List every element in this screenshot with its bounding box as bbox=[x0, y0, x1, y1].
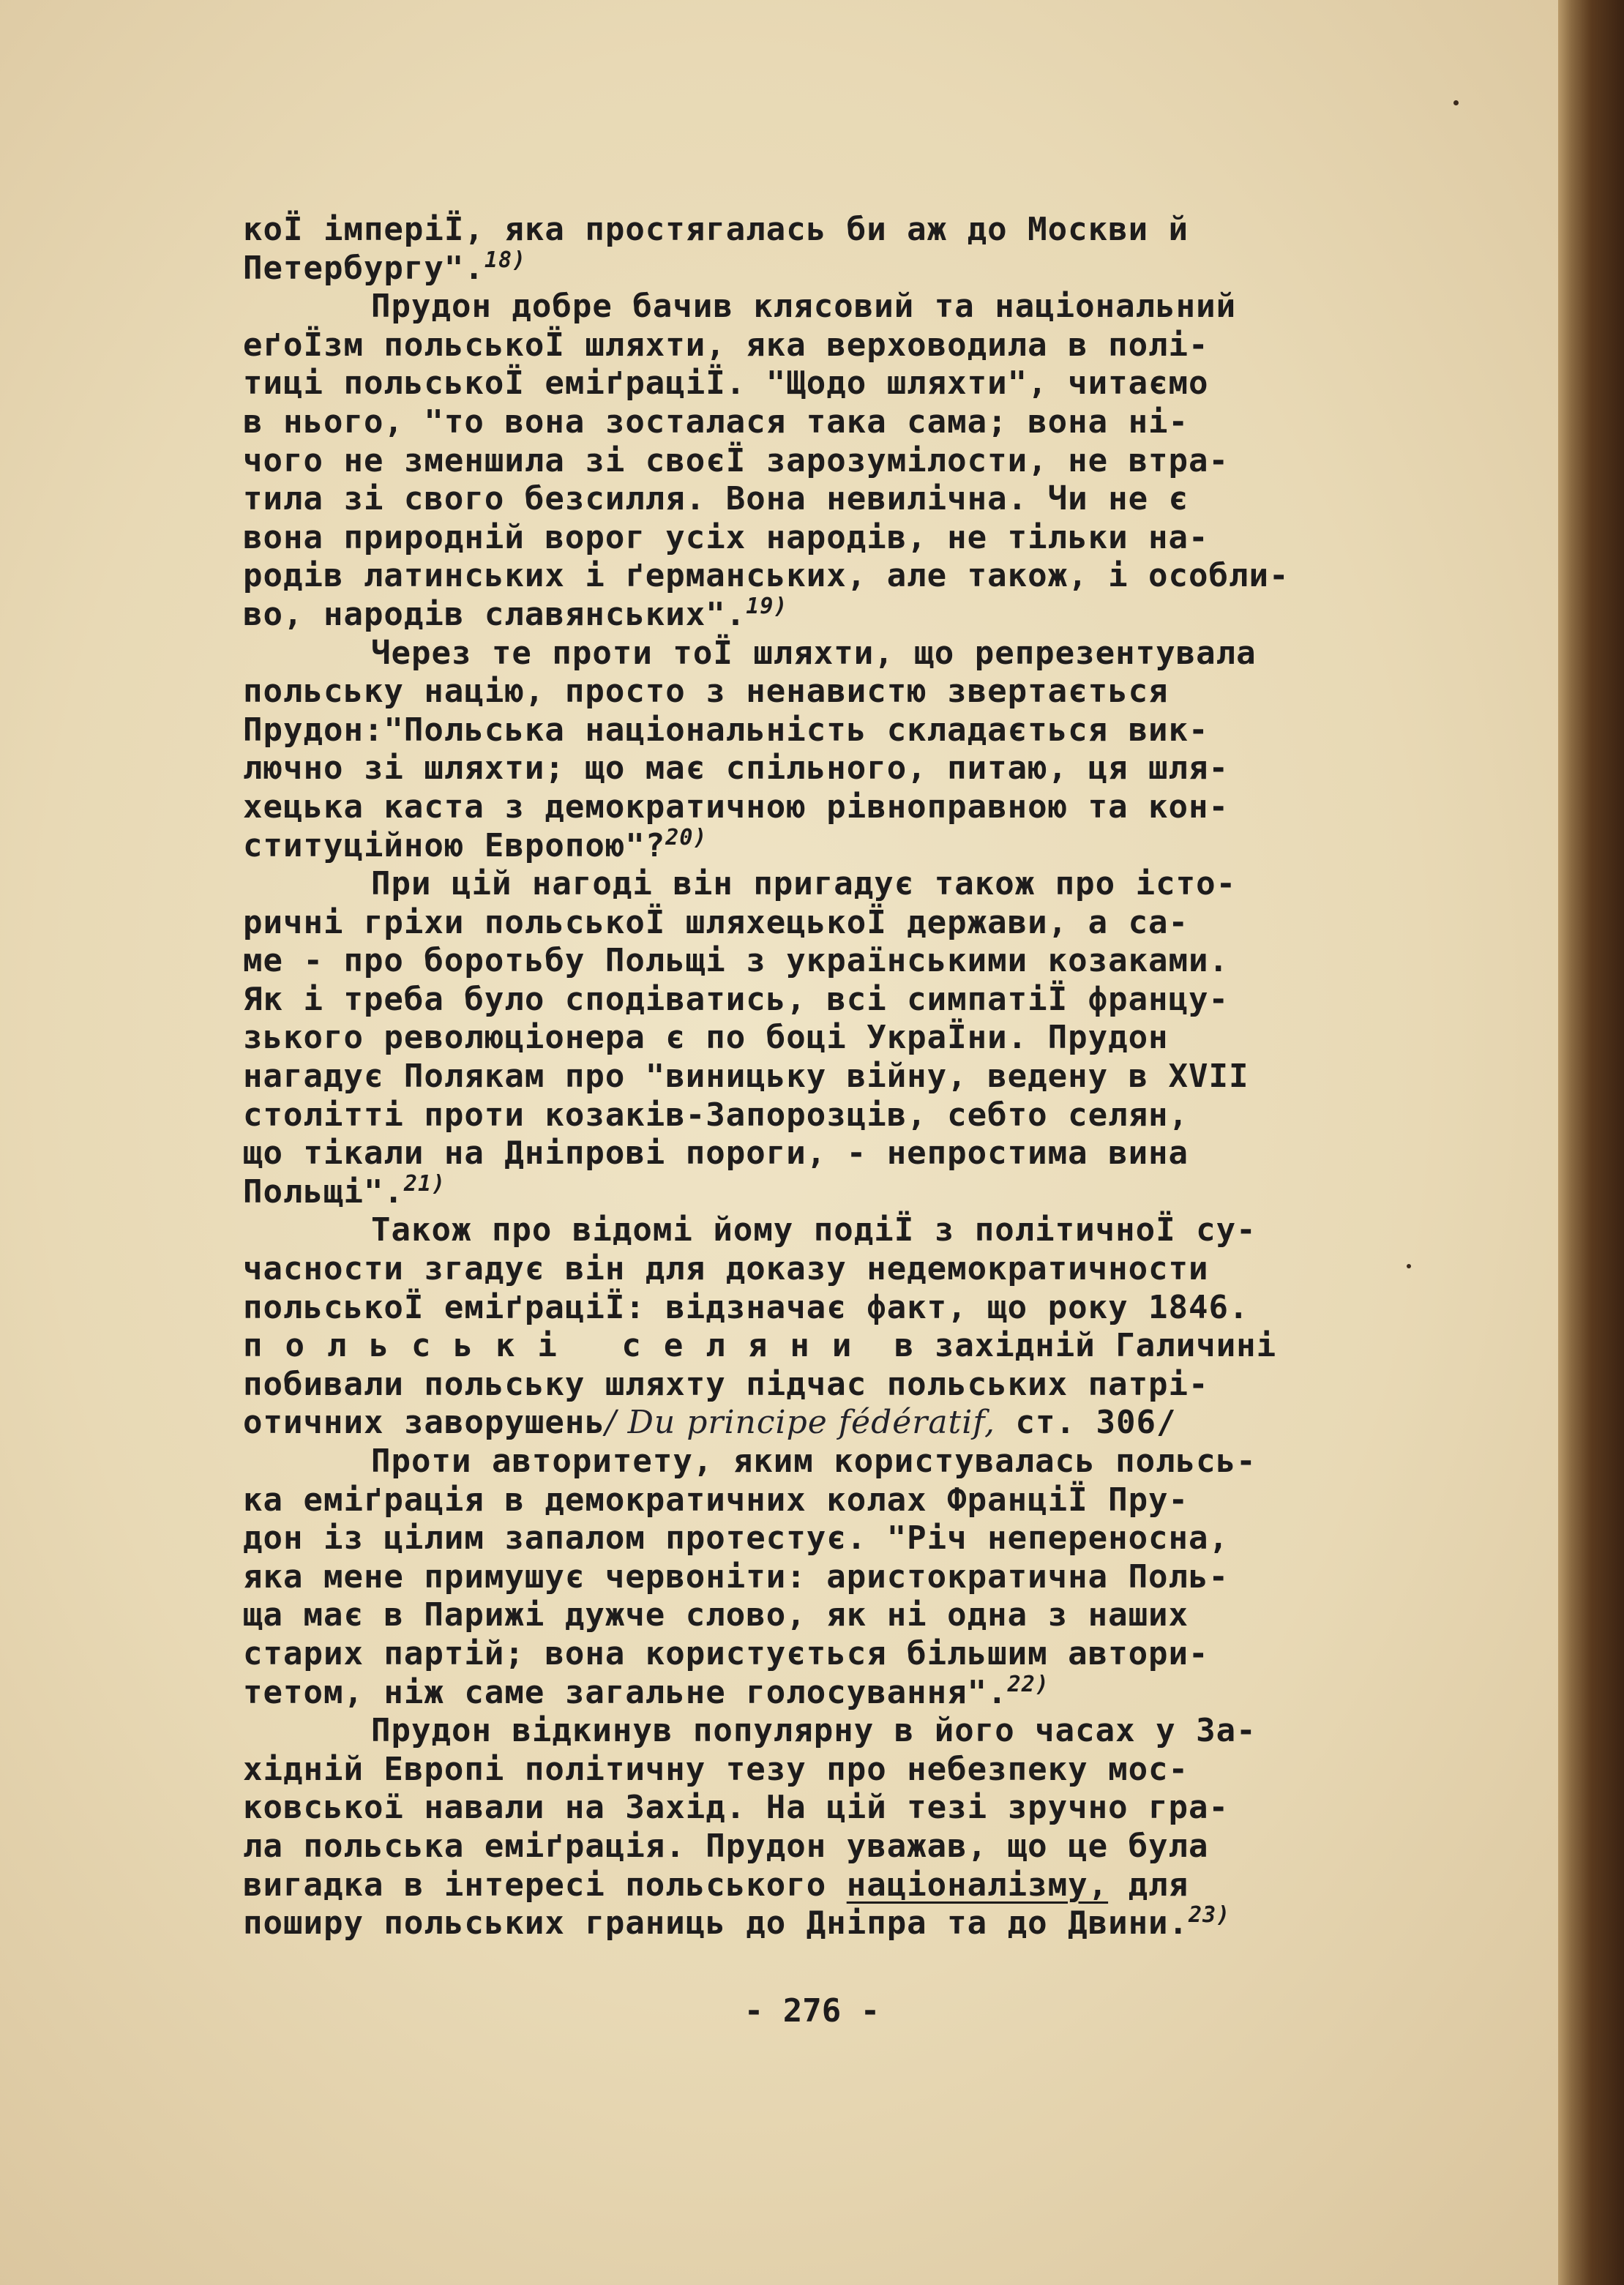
text-line: старих партій; вона користується більшим автори- bbox=[243, 1634, 1209, 1672]
text-line: ституційною Европою"?$^{20)}$ bbox=[243, 824, 708, 864]
text-line: коЇ імперіЇ, яка простягалась би аж до Москви й bbox=[243, 211, 1189, 248]
paragraph-start-line: Через те проти тоЇ шляхти, що репрезентувала bbox=[371, 634, 1257, 672]
text-line: польські селяни в західній Галичині bbox=[243, 1327, 1277, 1365]
text-line: тиці польськоЇ еміґраціЇ. "Щодо шляхти", читаємо bbox=[243, 364, 1209, 403]
footnote-ref: 20) bbox=[665, 824, 708, 850]
text-line: в нього, "то вона зосталася така сама; вона ні- bbox=[243, 403, 1189, 441]
text-line: ла польська еміґрація. Прудон уважав, що це була bbox=[243, 1827, 1209, 1865]
text-line: чого не зменшила зі своєЇ зарозумілости, не втра- bbox=[243, 441, 1230, 479]
text-line: хецька каста з демократичною рівноправною та кон- bbox=[243, 788, 1230, 826]
text-line: отичних заворушень/ Du principe fédératif, ст. 306/ bbox=[243, 1404, 1177, 1442]
paragraph-start-line: Прудон відкинув популярну в його часах у За- bbox=[371, 1712, 1257, 1750]
text-line: тила зі свого безсилля. Вона невилічна. Чи не є bbox=[243, 480, 1189, 518]
text-line: еґоЇзм польськоЇ шляхти, яка верховодила в полі- bbox=[243, 326, 1209, 364]
text-line: зького революціонера є по боці УкраЇни. Прудон bbox=[243, 1019, 1169, 1057]
text-line: хідній Европі політичну тезу про небезпеку мос- bbox=[243, 1750, 1189, 1788]
handwritten-citation: / Du principe fédératif, bbox=[605, 1404, 996, 1442]
text-line: ща має в Парижі дужче слово, як ні одна з наших bbox=[243, 1596, 1189, 1634]
text-line: ковської навали на Захід. На цій тезі зручно гра- bbox=[243, 1789, 1230, 1827]
text-line: нагадує Полякам про "виницьку війну, ведену в XVII bbox=[243, 1058, 1249, 1096]
text-line: дон із цілим запалом протестує. "Річ непереносна, bbox=[243, 1519, 1230, 1557]
book-binding-edge bbox=[1558, 0, 1624, 2285]
footnote-ref: 22) bbox=[1007, 1671, 1049, 1697]
text-line: польськоЇ еміґраціЇ: відзначає факт, що року 1846. bbox=[243, 1288, 1249, 1326]
footnote-ref: 19) bbox=[746, 593, 788, 619]
footnote-ref: 21) bbox=[403, 1170, 446, 1197]
paragraph-start-line: При цій нагоді він пригадує також про істо- bbox=[371, 865, 1237, 903]
text-line: Петербургу".$^{18)}$ bbox=[243, 247, 527, 287]
text-line: тетом, ніж саме загальне голосування".$^{22)}$ bbox=[243, 1671, 1049, 1711]
text-line: лючно зі шляхти; що має спільного, питаю, ця шля- bbox=[243, 749, 1230, 788]
body-text bbox=[243, 211, 1443, 1943]
text-line: побивали польську шляхту підчас польських патрі- bbox=[243, 1365, 1209, 1403]
text-line: Польщі".$^{21)}$ bbox=[243, 1170, 446, 1211]
footnote-ref: 23) bbox=[1189, 1902, 1231, 1929]
text-line: столітті проти козаків-Запорозців, себто селян, bbox=[243, 1096, 1189, 1134]
text-line: ричні гріхи польськоЇ шляхецькоЇ держави, а са- bbox=[243, 903, 1189, 941]
text-line: родів латинських і ґерманських, але також, і особли- bbox=[243, 557, 1290, 595]
paragraph-start-line: Також про відомі йому подіЇ з політичноЇ су- bbox=[371, 1211, 1257, 1249]
underlined-word: націоналізму, bbox=[846, 1866, 1109, 1904]
text-line: поширу польських границь до Дніпра та до Двини.$^{23)}$ bbox=[243, 1902, 1231, 1942]
text-line: ка еміґрація в демократичних колах ФранціЇ Пру- bbox=[243, 1481, 1189, 1519]
text-line: ме - про боротьбу Польщі з українськими козаками. bbox=[243, 942, 1230, 980]
text-line: вигадка в інтересі польського націоналізму, для bbox=[243, 1866, 1189, 1904]
footnote-ref: 18) bbox=[484, 247, 527, 273]
spaced-emphasis: польські селяни bbox=[243, 1327, 875, 1365]
text-line: польську націю, просто з ненавистю звертається bbox=[243, 673, 1169, 711]
text-line: во, народів славянських".$^{19)}$ bbox=[243, 593, 788, 633]
text-line: яка мене примушує червоніти: аристократична Поль- bbox=[243, 1557, 1230, 1596]
paper-speck bbox=[1453, 100, 1459, 105]
paragraph-start-line: Прудон добре бачив клясовий та національний bbox=[371, 288, 1237, 326]
paragraph-start-line: Проти авторитету, яким користувалась польсь- bbox=[371, 1443, 1257, 1480]
text-line: часности згадує він для доказу недемократичности bbox=[243, 1250, 1209, 1288]
paper-speck bbox=[1407, 1264, 1411, 1268]
text-line: Прудон:"Польська національність складається вик- bbox=[243, 711, 1209, 749]
text-line: вона природній ворог усіх народів, не тільки на- bbox=[243, 518, 1209, 556]
text-line: що тікали на Дніпрові пороги, - непростима вина bbox=[243, 1134, 1189, 1173]
page-number: - 276 - bbox=[744, 1992, 880, 2030]
text-line: Як і треба було сподіватись, всі симпатіЇ францу- bbox=[243, 980, 1230, 1018]
